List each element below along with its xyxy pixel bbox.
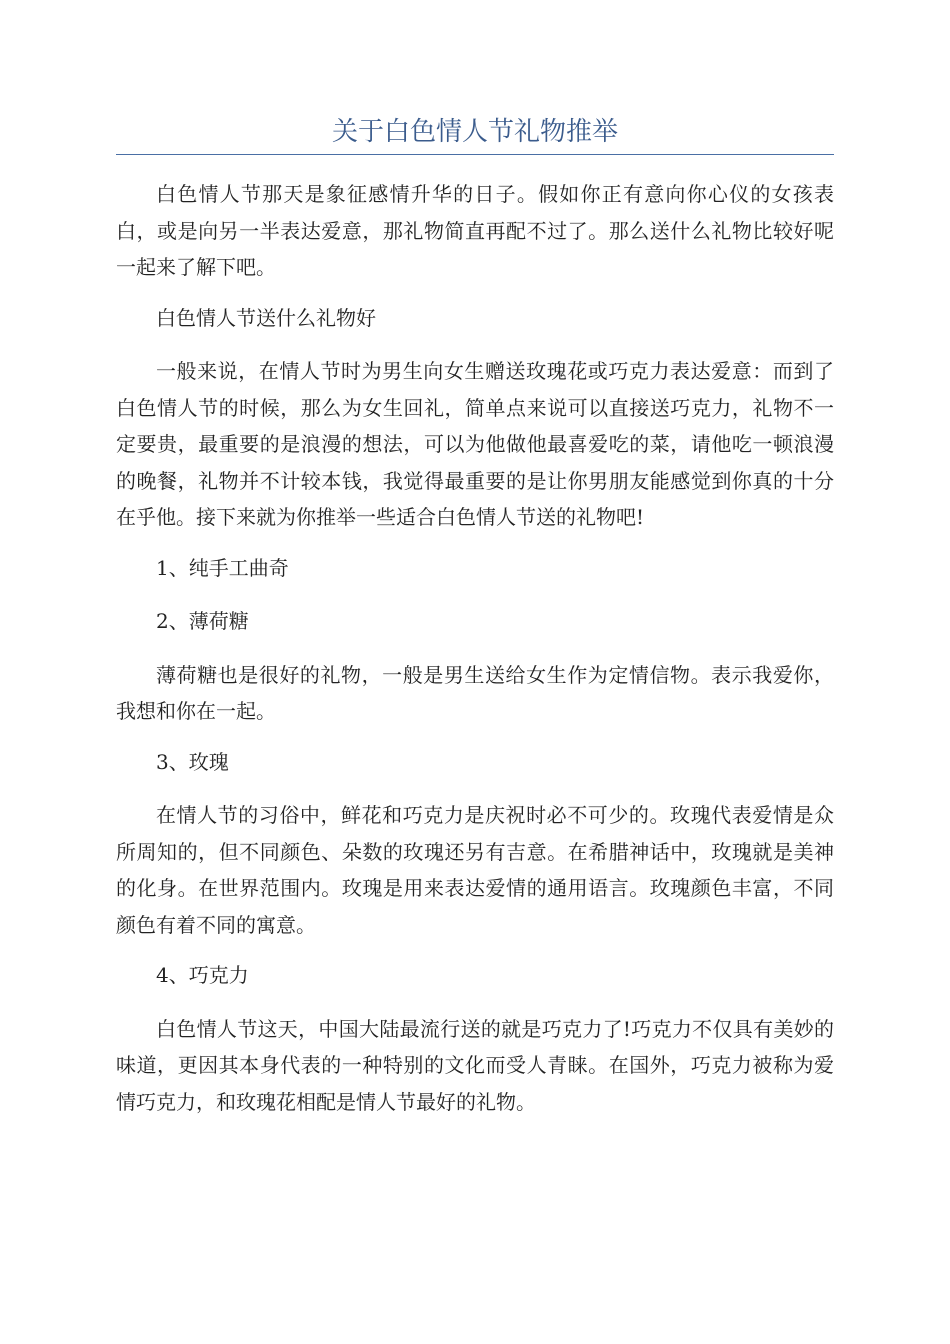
list-item-heading: 3、玫瑰 bbox=[156, 749, 229, 774]
document-body bbox=[116, 176, 834, 1134]
document-title: 关于白色情人节礼物推举 bbox=[331, 117, 618, 147]
body-paragraph: 白色情人节这天，中国大陆最流行送的就是巧克力了!巧克力不仅具有美妙的味道，更因其本身代表的一种特别的文化而受人青睐。在国外，巧克力被称为爱情巧克力，和玫瑰花相配是情人节最好的礼物。 bbox=[116, 1016, 834, 1114]
title-underline bbox=[116, 154, 834, 155]
list-item-heading: 4、巧克力 bbox=[156, 963, 249, 987]
intro-paragraph: 白色情人节那天是象征感情升华的日子。假如你正有意向你心仪的女孩表白，或是向另一半表达爱意，那礼物简直再配不过了。那么送什么礼物比较好呢一起来了解下吧。 bbox=[116, 182, 834, 279]
list-item-heading: 2、薄荷糖 bbox=[156, 609, 249, 633]
section-heading: 白色情人节送什么礼物好 bbox=[156, 305, 376, 330]
body-paragraph: 一般来说，在情人节时为男生向女生赠送玫瑰花或巧克力表达爱意：而到了白色情人节的时候，那么为女生回礼，简单点来说可以直接送巧克力，礼物不一定要贵，最重要的是浪漫的想法，可以为他做他最喜爱吃的菜，请他吃一顿浪漫的晚餐，礼物并不计较本钱，我觉得最重要的是让你男朋友能感觉到你真的十分在乎他。接下来就为你推举一些适合白色情人节送的礼物吧! bbox=[116, 359, 834, 529]
list-item-heading: 1、纯手工曲奇 bbox=[156, 555, 289, 580]
body-paragraph: 在情人节的习俗中，鲜花和巧克力是庆祝时必不可少的。玫瑰代表爱情是众所周知的，但不同颜色、朵数的玫瑰还另有吉意。在希腊神话中，玫瑰就是美神的化身。在世界范围内。玫瑰是用来表达爱情的通用语言。玫瑰颜色丰富，不同颜色有着不同的寓意。 bbox=[116, 803, 834, 937]
body-paragraph: 薄荷糖也是很好的礼物，一般是男生送给女生作为定情信物。表示我爱你，我想和你在一起。 bbox=[116, 662, 834, 723]
